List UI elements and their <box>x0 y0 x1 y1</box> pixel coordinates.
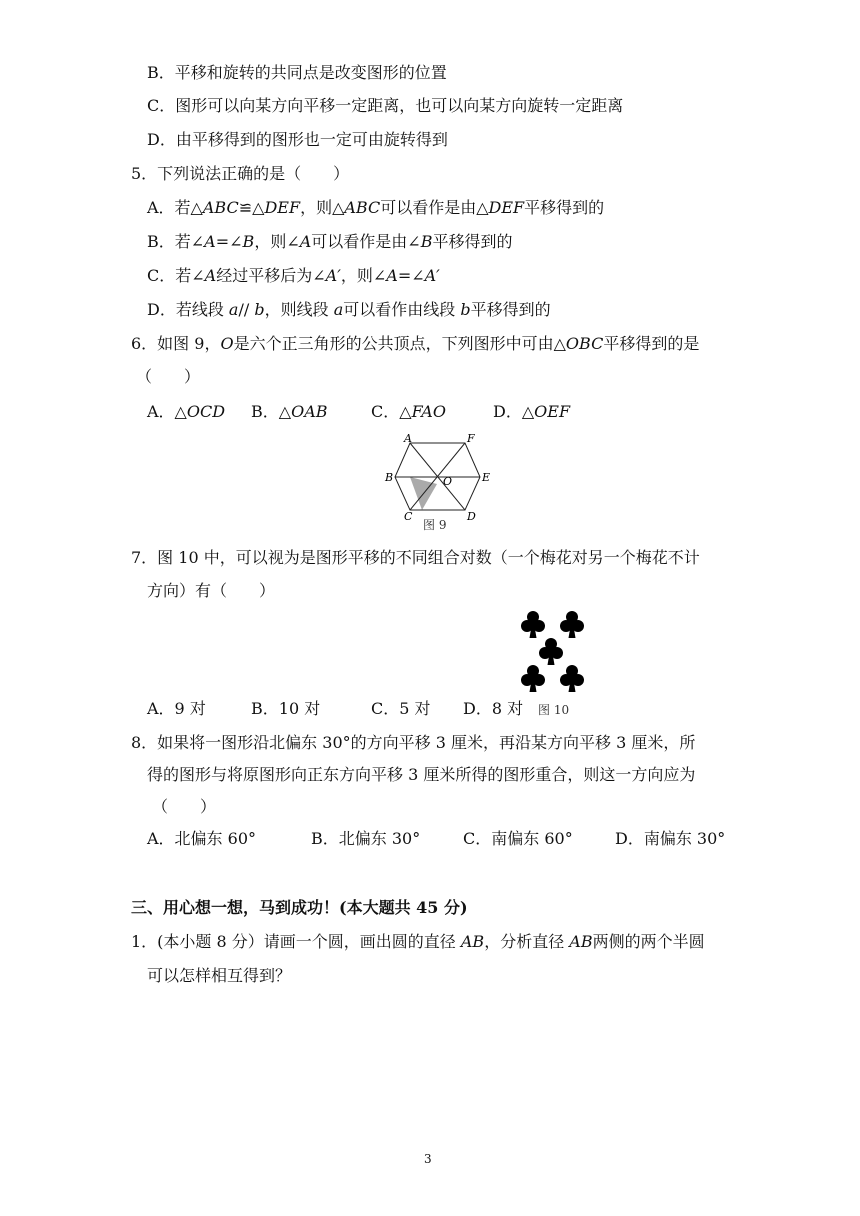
q6-option-d: D．△OEF <box>493 402 571 421</box>
q7-option-d: D．8 对 <box>463 699 524 718</box>
q6-option-b: B．△OAB <box>251 402 328 421</box>
q7-option-a: A．9 对 <box>147 699 206 718</box>
label-d: D <box>467 510 476 523</box>
q6-options <box>147 402 667 422</box>
label-f: F <box>467 432 475 445</box>
club-icon <box>521 611 545 638</box>
q5-stem: 5．下列说法正确的是（ ） <box>131 164 350 183</box>
q5-option-d: D．若线段 a// b，则线段 a可以看作由线段 b平移得到的 <box>147 300 551 319</box>
figure-10-caption: 图 10 <box>538 703 570 717</box>
q8-option-a: A．北偏东 60° <box>147 829 257 848</box>
q5-option-b: B．若∠A=∠B，则∠A可以看作是由∠B平移得到的 <box>147 232 513 251</box>
q5-option-c: C．若∠A经过平移后为∠A′，则∠A=∠A′ <box>147 266 440 285</box>
q7-options <box>147 699 570 719</box>
q8-option-b: B．北偏东 30° <box>311 829 421 848</box>
club-icon <box>539 638 563 665</box>
page-number: 3 <box>424 1152 432 1166</box>
s3-q1-cont: 可以怎样相互得到？ <box>147 966 292 985</box>
q4-option-b: B．平移和旋转的共同点是改变图形的位置 <box>147 63 447 82</box>
q7-stem: 7．图 10 中，可以视为是图形平移的不同组合对数（一个梅花对另一个梅花不计 <box>131 548 700 567</box>
club-icon <box>560 665 584 692</box>
q8-stem-cont: 得的图形与将原图形向正东方向平移 3 厘米所得的图形重合，则这一方向应为 <box>147 765 696 784</box>
q5-option-a: A．若△ABC≌△DEF，则△ABC可以看作是由△DEF平移得到的 <box>147 198 605 217</box>
q4-option-c: C．图形可以向某方向平移一定距离，也可以向某方向旋转一定距离 <box>147 96 624 115</box>
q6-stem: 6．如图 9，O是六个正三角形的公共顶点，下列图形中可由△OBC平移得到的是 <box>131 334 700 353</box>
figure-10-clubs <box>518 606 588 698</box>
q8-stem: 8．如果将一图形沿北偏东 30°的方向平移 3 厘米，再沿某方向平移 3 厘米，所 <box>131 733 696 752</box>
club-icon <box>521 665 545 692</box>
label-a: A <box>404 432 412 445</box>
figure-9-caption: 图 9 <box>423 518 447 532</box>
s3-q1: 1．(本小题 8 分）请画一个圆，画出圆的直径 AB，分析直径 AB两侧的两个半圆 <box>131 932 705 951</box>
q6-option-a: A．△OCD <box>147 402 226 421</box>
label-e: E <box>482 471 491 484</box>
q8-options <box>147 829 747 849</box>
q6-option-c: C．△FAO <box>371 402 446 421</box>
club-icon <box>560 611 584 638</box>
label-o: O <box>443 475 453 488</box>
section-3-title: 三、用心想一想，马到成功！(本大题共 45 分) <box>131 898 468 917</box>
q7-option-c: C．5 对 <box>371 699 431 718</box>
q4-option-d: D．由平移得到的图形也一定可由旋转得到 <box>147 130 448 149</box>
label-b: B <box>385 471 394 484</box>
label-c: C <box>404 510 413 523</box>
q7-option-b: B．10 对 <box>251 699 321 718</box>
q7-stem-cont: 方向）有（ ） <box>147 581 276 600</box>
q8-option-c: C．南偏东 60° <box>463 829 573 848</box>
q8-option-d: D．南偏东 30° <box>615 829 726 848</box>
q6-stem-cont: （ ） <box>136 367 201 386</box>
q8-stem-cont2: （ ） <box>152 797 217 816</box>
